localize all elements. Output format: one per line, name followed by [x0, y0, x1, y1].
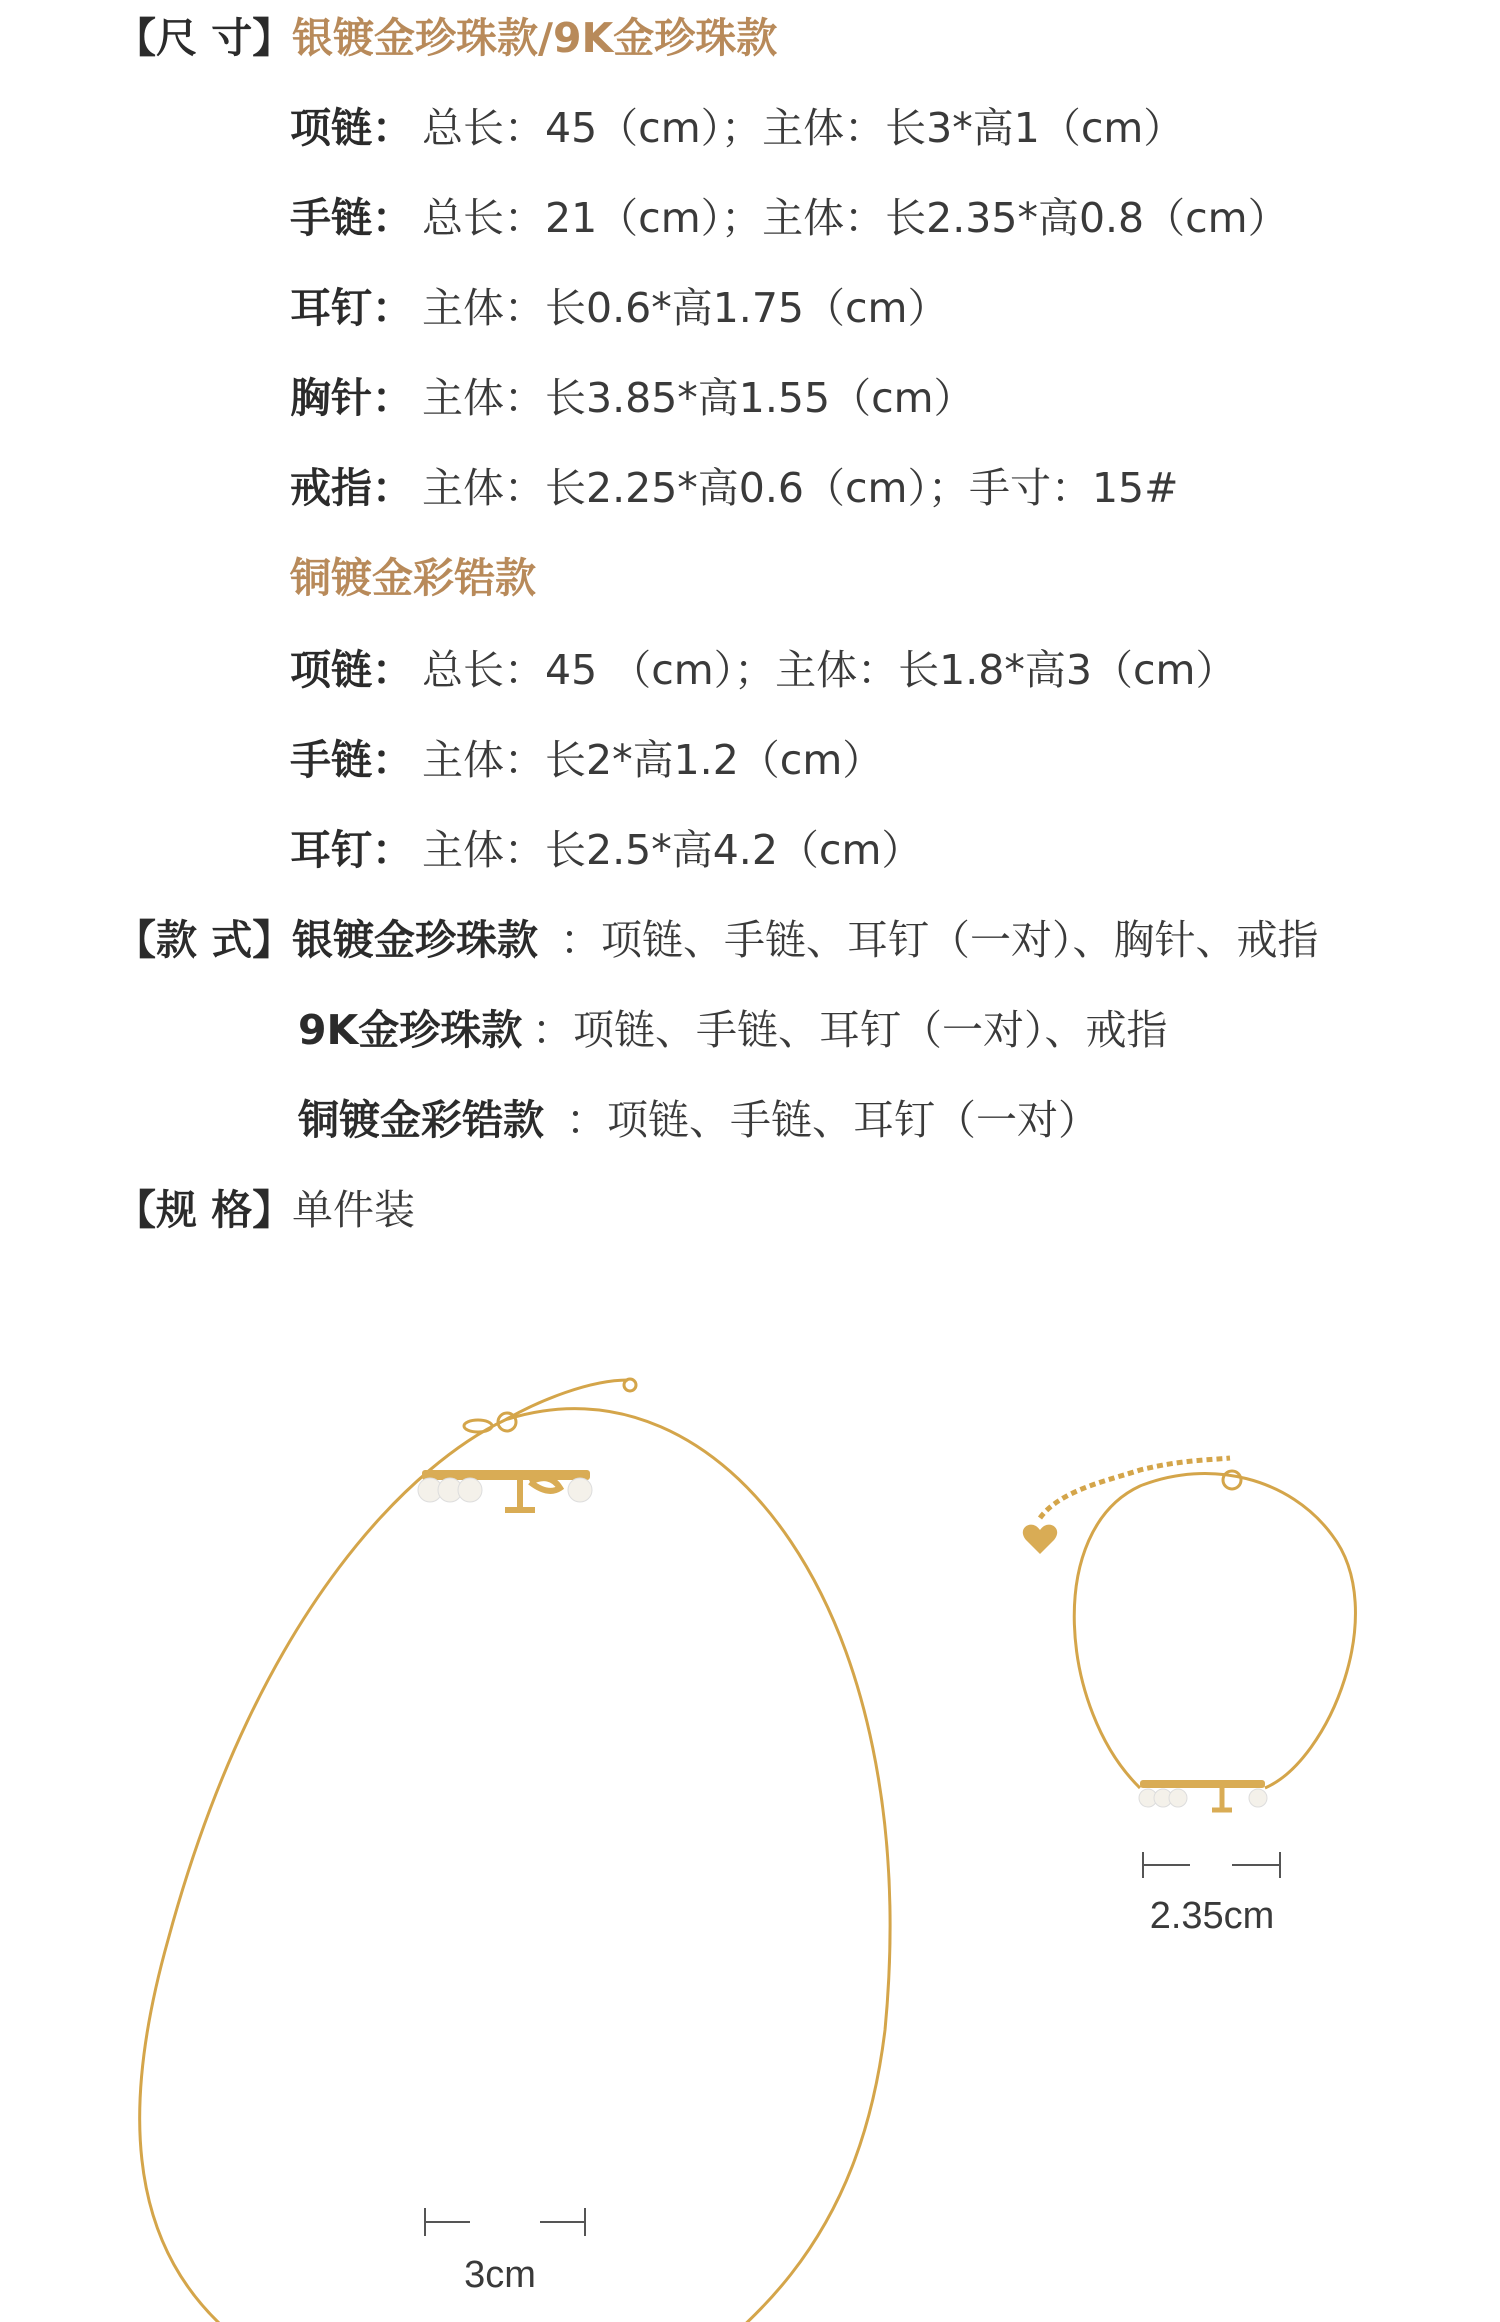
heart-charm	[1023, 1525, 1057, 1554]
pearl	[568, 1478, 592, 1502]
spec-tag: 【规 格】	[115, 1186, 294, 1234]
necklace-dimension	[425, 2208, 585, 2296]
bracelet-clasp-ring	[1223, 1471, 1241, 1489]
bracelet-pendant-bar	[1140, 1780, 1265, 1788]
item-text: 总长：21（cm）；主体：长2.35*高0.8（cm）	[422, 194, 1289, 242]
size-heading2: 铜镀金彩锆款	[290, 554, 536, 602]
bracelet-width-label: 2.35cm	[1149, 1895, 1275, 1937]
item-label: 戒指：	[290, 464, 413, 512]
pearl	[458, 1478, 482, 1502]
item-text: 总长：45 （cm）；主体：长1.8*高3（cm）	[422, 646, 1237, 694]
necklace-illustration	[140, 1379, 890, 2322]
size-heading: 银镀金珍珠款/9K金珍珠款	[292, 14, 778, 62]
bracelet-illustration	[1023, 1458, 1356, 1810]
bracelet-dimension	[1143, 1852, 1280, 1937]
item-text: 主体：长2*高1.2（cm）	[422, 736, 884, 784]
necklace-ribbon	[505, 1475, 560, 1510]
style-label: 铜镀金彩锆款	[298, 1096, 544, 1144]
style-text: ：项链、手链、耳钉（一对）、胸针、戒指	[560, 916, 1319, 964]
item-label: 耳钉：	[290, 826, 413, 874]
necklace-chain	[140, 1409, 890, 2322]
item-text: 主体：长2.25*高0.6（cm）；手寸：15#	[422, 464, 1179, 512]
item-label: 手链：	[290, 736, 413, 784]
item-label: 耳钉：	[290, 284, 413, 332]
item-text: 总长：45（cm）；主体：长3*高1（cm）	[422, 104, 1185, 152]
pearl	[1169, 1789, 1187, 1807]
bracelet-chain	[1074, 1473, 1355, 1788]
item-text: 主体：长0.6*高1.75（cm）	[422, 284, 949, 332]
item-label: 手链：	[290, 194, 413, 242]
item-label: 胸针：	[290, 374, 413, 422]
necklace-end-ring	[624, 1379, 636, 1391]
style-text: ：项链、手链、耳钉（一对）	[566, 1096, 1099, 1144]
spec-text: 单件装	[292, 1186, 415, 1234]
product-figure	[0, 1330, 1500, 2322]
item-text: 主体：长2.5*高4.2（cm）	[422, 826, 923, 874]
style-label: 银镀金珍珠款	[292, 916, 538, 964]
style-text: ：项链、手链、耳钉（一对）、戒指	[532, 1006, 1168, 1054]
pearl	[1249, 1789, 1267, 1807]
size-tag: 【尺 寸】	[115, 14, 294, 62]
item-text: 主体：长3.85*高1.55（cm）	[422, 374, 975, 422]
necklace-clasp	[464, 1420, 492, 1432]
style-tag: 【款 式】	[115, 916, 294, 964]
necklace-width-label: 3cm	[464, 2254, 536, 2296]
item-label: 项链：	[290, 646, 413, 694]
item-label: 项链：	[290, 104, 413, 152]
style-label: 9K金珍珠款	[298, 1006, 523, 1054]
necklace-pendant	[418, 1470, 592, 1510]
